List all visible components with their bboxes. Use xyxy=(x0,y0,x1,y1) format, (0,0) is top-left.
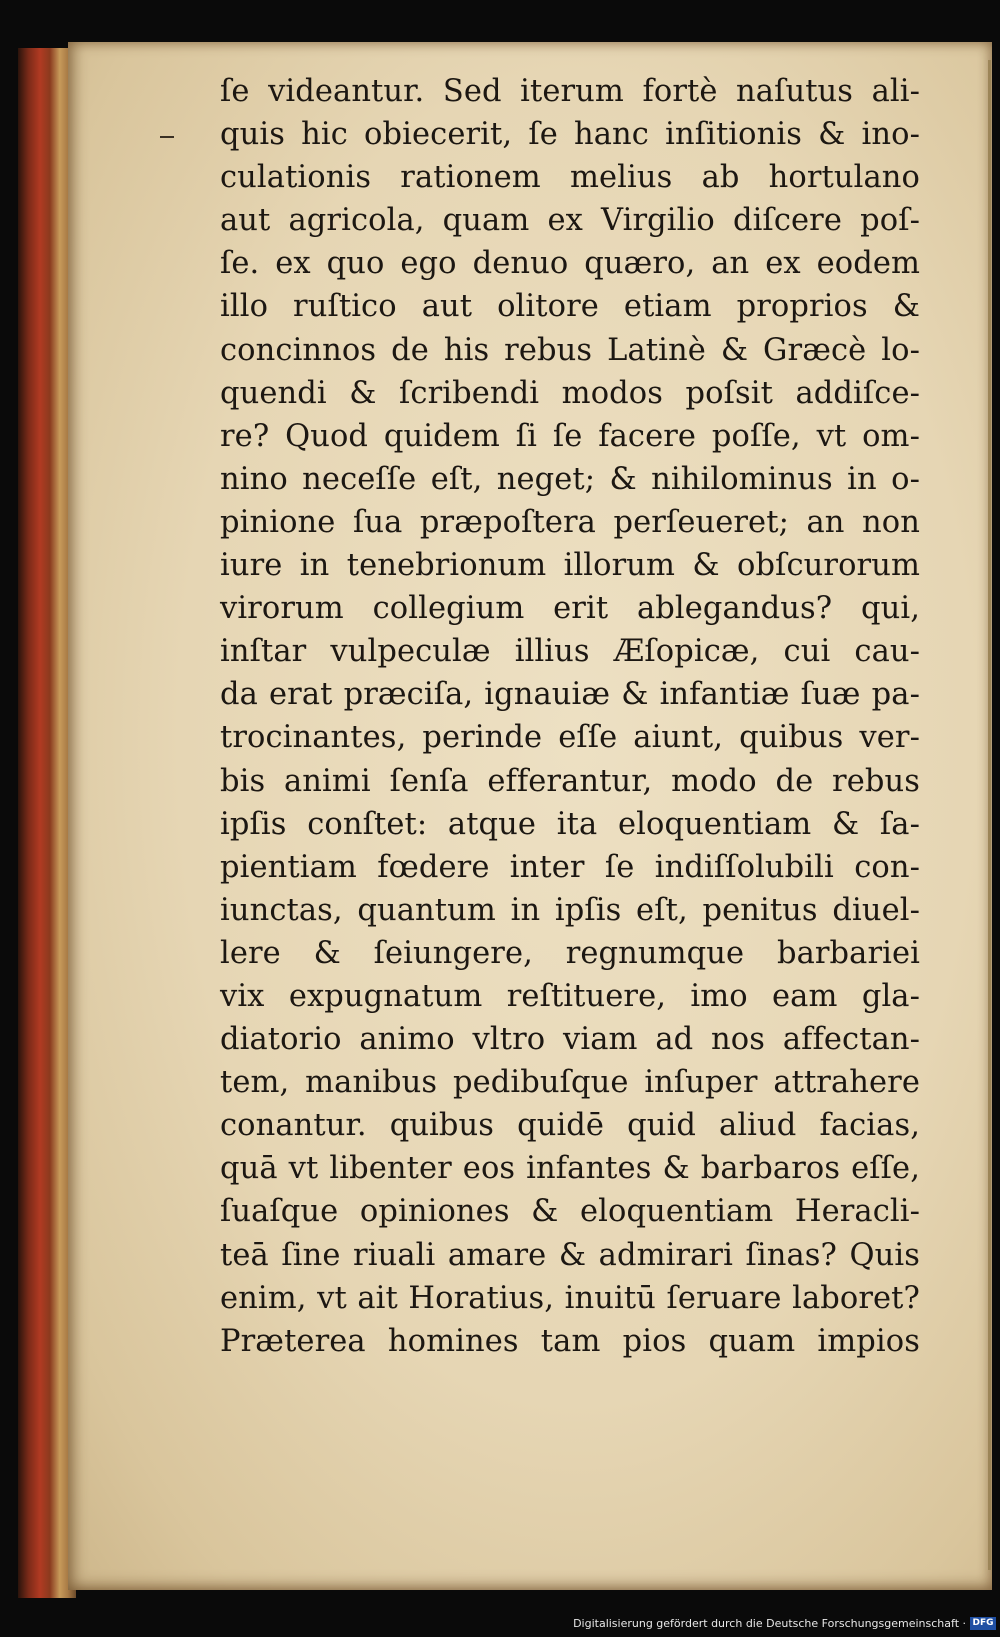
text-line: conantur. quibus quidē quid aliud facias, xyxy=(220,1108,920,1144)
text-line: tem, manibus pedibuſque inſuper attrahere xyxy=(220,1065,920,1101)
text-line: Præterea homines tam pios quam impios xyxy=(220,1323,920,1359)
text-line: enim, vt ait Horatius, inuitū ſeruare laboret? xyxy=(220,1280,920,1316)
text-line: inſtar vulpeculæ illius Æſopicæ, cui cau- xyxy=(220,634,920,670)
text-line: lere & ſeiungere, regnumque barbariei xyxy=(220,935,920,971)
text-line: ſe. ex quo ego denuo quæro, an ex eodem xyxy=(220,246,920,282)
text-line: vix expugnatum reſtituere, imo eam gla- xyxy=(220,978,920,1014)
text-line: nino neceſſe eſt, neget; & nihilominus in o- xyxy=(220,461,920,497)
page-body-text xyxy=(220,70,920,1363)
text-line: ſe videantur. Sed iterum fortè naſutus ali- xyxy=(220,74,920,109)
text-line: re? Quod quidem ſi ſe facere poſſe, vt om- xyxy=(220,418,920,454)
text-line: diatorio animo vltro viam ad nos affectan- xyxy=(220,1022,920,1058)
dfg-logo-icon: DFG xyxy=(970,1617,996,1630)
text-line: ipſis conſtet: atque ita eloquentiam & ſa- xyxy=(220,806,920,842)
text-line: illo ruſtico aut olitore etiam proprios & xyxy=(220,289,920,325)
text-line: quis hic obiecerit, ſe hanc inſitionis & ino- xyxy=(220,117,920,153)
text-line: aut agricola, quam ex Virgilio diſcere poſ- xyxy=(220,203,920,239)
text-line: teā ſine riuali amare & admirari ſinas? Quis xyxy=(220,1237,920,1273)
text-line: quā vt libenter eos infantes & barbaros eſſe, xyxy=(220,1151,920,1187)
text-line: bis animi ſenſa efferantur, modo de rebus xyxy=(220,763,920,799)
digitization-credit: Digitalisierung gefördert durch die Deutsche Forschungsgemeinschaft · xyxy=(573,1617,966,1630)
text-line: iure in tenebrionum illorum & obſcurorum xyxy=(220,548,920,584)
text-line: da erat præciſa, ignauiæ & infantiæ ſuæ pa- xyxy=(220,677,920,713)
margin-mark xyxy=(160,136,174,138)
text-line: quendi & ſcribendi modos poſsit addiſce- xyxy=(220,375,920,411)
text-line: virorum collegium erit ablegandus? qui, xyxy=(220,591,920,627)
text-line: iunctas, quantum in ipſis eſt, penitus diuel- xyxy=(220,892,920,928)
text-line: pientiam fœdere inter ſe indiſſolubili con- xyxy=(220,849,920,885)
page-fore-edge xyxy=(988,60,991,1570)
text-line: pinione ſua præpoſtera perſeueret; an non xyxy=(220,504,920,540)
text-line: trocinantes, perinde eſſe aiunt, quibus ver- xyxy=(220,720,920,756)
text-line: ſuaſque opiniones & eloquentiam Heracli- xyxy=(220,1194,920,1230)
text-line: concinnos de his rebus Latinè & Græcè lo- xyxy=(220,332,920,368)
text-line: culationis rationem melius ab hortulano xyxy=(220,160,920,196)
